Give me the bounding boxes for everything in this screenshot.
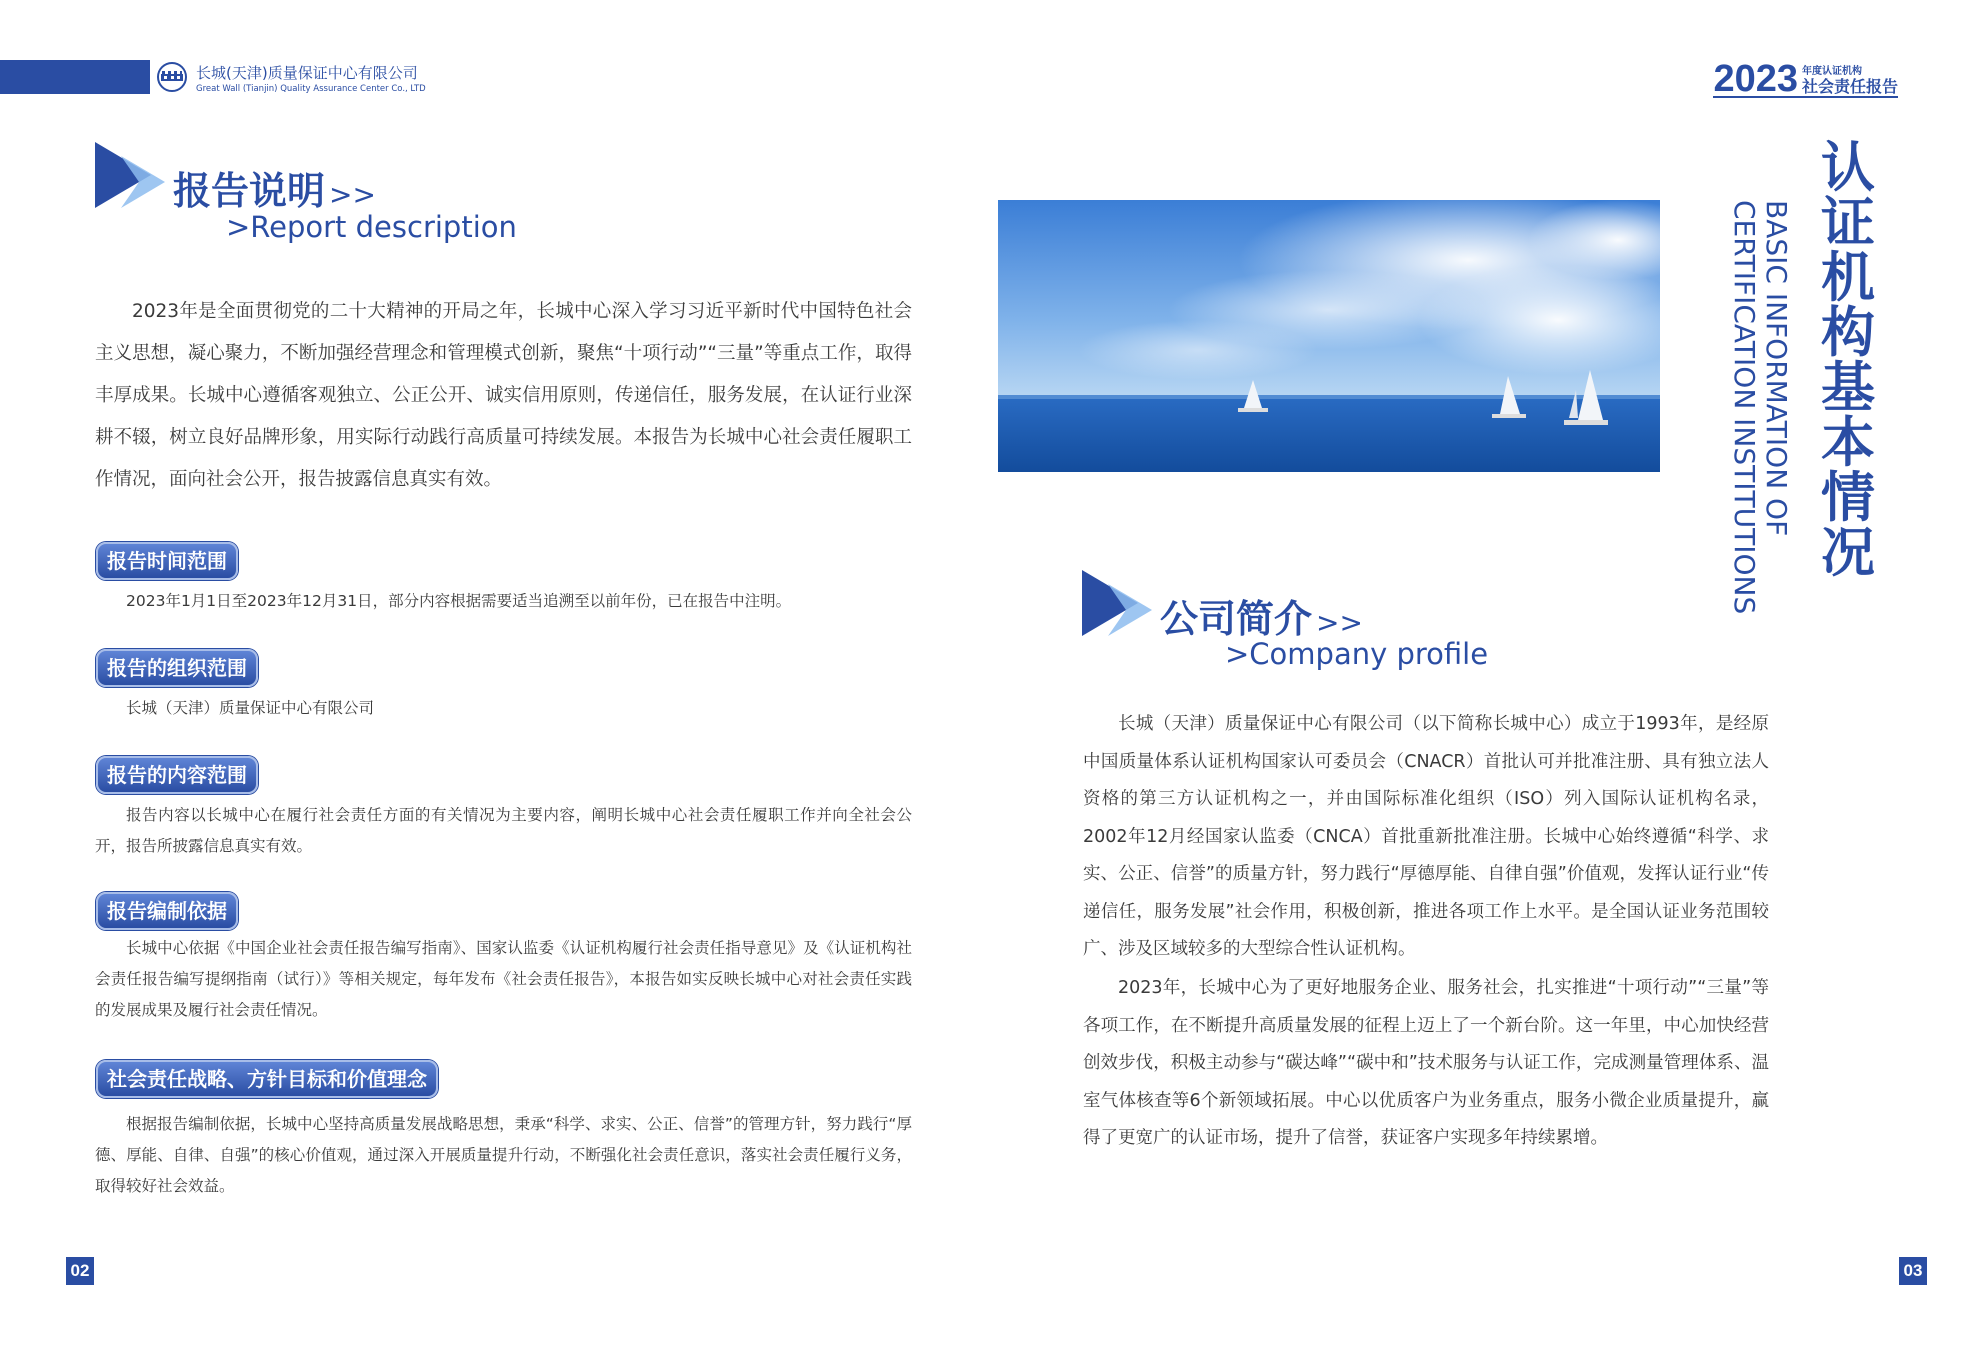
company-name-cn: 长城(天津)质量保证中心有限公司 — [196, 64, 418, 82]
section-title-text: 公司简介 — [1160, 597, 1313, 641]
report-header-badge — [1713, 58, 1898, 98]
section-subtitle-company-profile: >Company profile — [1225, 637, 1489, 671]
chevron-icon: >> — [1316, 606, 1363, 639]
pill-report-org-scope: 报告的组织范围 — [96, 649, 258, 687]
section-title-report-description — [173, 160, 376, 215]
section-subtitle-report-description: >Report description — [226, 210, 517, 244]
pill-report-content-scope: 报告的内容范围 — [96, 756, 258, 794]
report-time-scope-text: 2023年1月1日至2023年12月31日，部分内容根据需要适当追溯至以前年份，已在报告中注明。 — [126, 592, 792, 610]
company-logo — [155, 62, 189, 92]
section-title-company-profile — [1160, 588, 1363, 643]
page-number-right: 03 — [1899, 1257, 1927, 1285]
sailing-sea-photo — [998, 200, 1660, 472]
company-profile-paragraph-2: 2023年，长城中心为了更好地服务企业、服务社会，扎实推进“十项行动”“三量”等各项工作，在不断提升高质量发展的征程上迈上了一个新台阶。这一年里，中心加快经营创效步伐，积极主动参与“碳达峰”“碳中和”技术服务与认证工作，完成测量管理体系、温室气体核查等6个新领域拓展。中心以优质客户为业务重点，服务小微企业质量提升，赢得了更宽广的认证市场，提升了信誉，获证客户实现多年持续累增。 — [1083, 978, 1769, 1148]
company-name-en: Great Wall (Tianjin) Quality Assurance Center Co., LTD — [196, 84, 426, 94]
page-number-left: 02 — [66, 1257, 94, 1285]
report-content-scope-text: 报告内容以长城中心在履行社会责任方面的有关情况为主要内容，阐明长城中心社会责任履职工作并向全社会公开，报告所披露信息真实有效。 — [95, 806, 912, 855]
pill-report-basis: 报告编制依据 — [96, 892, 238, 930]
report-intro-paragraph: 2023年是全面贯彻党的二十大精神的开局之年，长城中心深入学习习近平新时代中国特色社会主义思想，凝心聚力，不断加强经营理念和管理模式创新，聚焦“十项行动”“三量”等重点工作，取得丰厚成果。长城中心遵循客观独立、公正公开、诚实信用原则，传递信任，服务发展，在认证行业深耕不辍，树立良好品牌形象，用实际行动践行高质量可持续发展。本报告为长城中心社会责任履职工作情况，面向社会公开，报告披露信息真实有效。 — [95, 301, 912, 490]
vertical-title-en — [1728, 200, 1800, 615]
report-basis-text: 长城中心依据《中国企业社会责任报告编写指南》、国家认监委《认证机构履行社会责任指导意见》及《认证机构社会责任报告编写提纲指南（试行）》等相关规定，每年发布《社会责任报告》，本报告如实反映长城中心对社会责任实践的发展成果及履行社会责任情况。 — [95, 939, 912, 1019]
report-title-block — [1802, 66, 1898, 96]
pill-report-time-scope: 报告时间范围 — [96, 542, 238, 580]
section-arrow-icon — [95, 142, 165, 208]
csr-strategy-text: 根据报告编制依据，长城中心坚持高质量发展战略思想，秉承“科学、求实、公正、信誉”的管理方针，努力践行“厚德、厚能、自律、自强”的核心价值观，通过深入开展质量提升行动，不断强化社会责任意识，落实社会责任履行义务，取得较好社会效益。 — [95, 1115, 912, 1195]
vertical-title-en-line2: CERTIFICATION INSTITUTIONS — [1728, 200, 1761, 615]
report-title-big: 社会责任报告 — [1801, 77, 1898, 96]
report-title-small: 年度认证机构 — [1801, 66, 1862, 77]
section-title-text: 报告说明 — [173, 169, 326, 213]
company-profile-paragraph-1: 长城（天津）质量保证中心有限公司（以下简称长城中心）成立于1993年，是经原中国质量体系认证机构国家认可委员会（CNACR）首批认可并批准注册、具有独立法人资格的第三方认证机构之一，并由国际标准化组织（ISO）列入国际认证机构名录，2002年12月经国家认监委（CNCA）首批重新批准注册。长城中心始终遵循“科学、求实、公正、信誉”的质量方针，努力践行“厚德厚能、自律自强”价值观，发挥认证行业“传递信任，服务发展”社会作用，积极创新，推进各项工作上水平。是全国认证业务范围较广、涉及区域较多的大型综合性认证机构。 — [1083, 714, 1769, 959]
report-year: 2023 — [1713, 58, 1798, 100]
vertical-title-en-line1: BASIC INFORMATION OF — [1760, 200, 1793, 537]
chevron-icon: >> — [329, 178, 376, 211]
section-arrow-icon — [1082, 570, 1152, 636]
report-org-scope-text: 长城（天津）质量保证中心有限公司 — [126, 699, 375, 717]
vertical-title-en-text — [1728, 200, 1792, 614]
pill-csr-strategy: 社会责任战略、方针目标和价值理念 — [96, 1060, 438, 1098]
header-accent-bar — [0, 60, 150, 94]
vertical-title-cn: 认证机构基本情况 — [1821, 136, 1875, 584]
